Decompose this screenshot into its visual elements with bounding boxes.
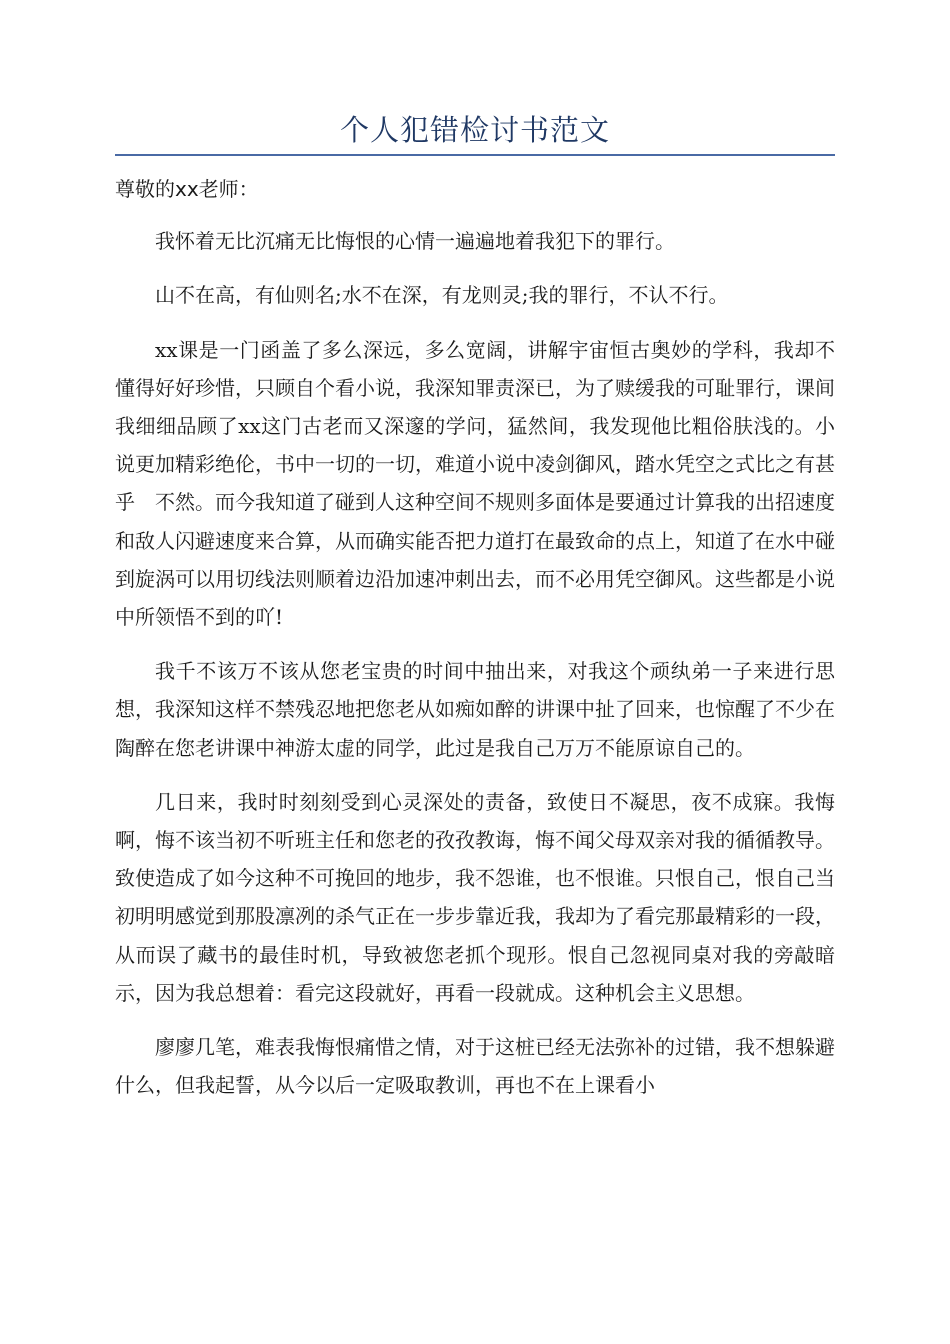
paragraph: 廖廖几笔，难表我悔恨痛惜之情，对于这桩已经无法弥补的过错，我不想躲避什么，但我起誓，从今以后一定吸取教训，再也不在上课看小	[115, 1035, 835, 1098]
salutation: 尊敬的xx老师：	[115, 177, 259, 201]
paragraph: xx课是一门函盖了多么深远，多么宽阔，讲解宇宙恒古奥妙的学科，我却不懂得好好珍惜，只顾自个看小说，我深知罪责深已，为了赎缓我的可耻罪行，课间我细细品顾了xx这门古老而又深邃的学问，猛然间，我发现他比粗俗肤浅的。小说更加精彩绝伦，书中一切的一切，难道小说中凌剑御风，踏水凭空之式比之有甚乎 不然。而今我知道了碰到人这种空间不规则多面体是要通过计算我的出招速度和敌人闪避速度来合算，从而确实能否把力道打在最致命的点上，知道了在水中碰到旋涡可以用切线法则顺着边沿加速冲刺出去，而不必用凭空御风。这些都是小说中所领悟不到的吖!	[115, 337, 835, 630]
document-body	[115, 170, 835, 1120]
paragraph: 我怀着无比沉痛无比悔恨的心情一遍遍地着我犯下的罪行。	[155, 229, 675, 254]
document-title: 个人犯错检讨书范文	[339, 113, 610, 147]
title-underline	[115, 154, 835, 156]
paragraph: 山不在高，有仙则名;水不在深，有龙则灵;我的罪行，不认不行。	[155, 283, 729, 308]
paragraph: 我千不该万不该从您老宝贵的时间中抽出来，对我这个顽纨弟一子来进行思想，我深知这样不禁残忍地把您老从如痴如醉的讲课中扯了回来，也惊醒了不少在陶醉在您老讲课中神游太虚的同学，此过是我自己万万不能原谅自己的。	[115, 659, 835, 760]
paragraph: 几日来，我时时刻刻受到心灵深处的责备，致使日不凝思，夜不成寐。我悔啊，悔不该当初不听班主任和您老的孜孜教诲，悔不闻父母双亲对我的循循教导。致使造成了如今这种不可挽回的地步，我不怨谁，也不恨谁。只恨自己，恨自己当初明明感觉到那股凛冽的杀气正在一步步靠近我，我却为了看完那最精彩的一段，从而误了藏书的最佳时机，导致被您老抓个现形。恨自己忽视同桌对我的旁敲暗示，因为我总想着：看完这段就好，再看一段就成。这种机会主义思想。	[115, 789, 835, 1005]
